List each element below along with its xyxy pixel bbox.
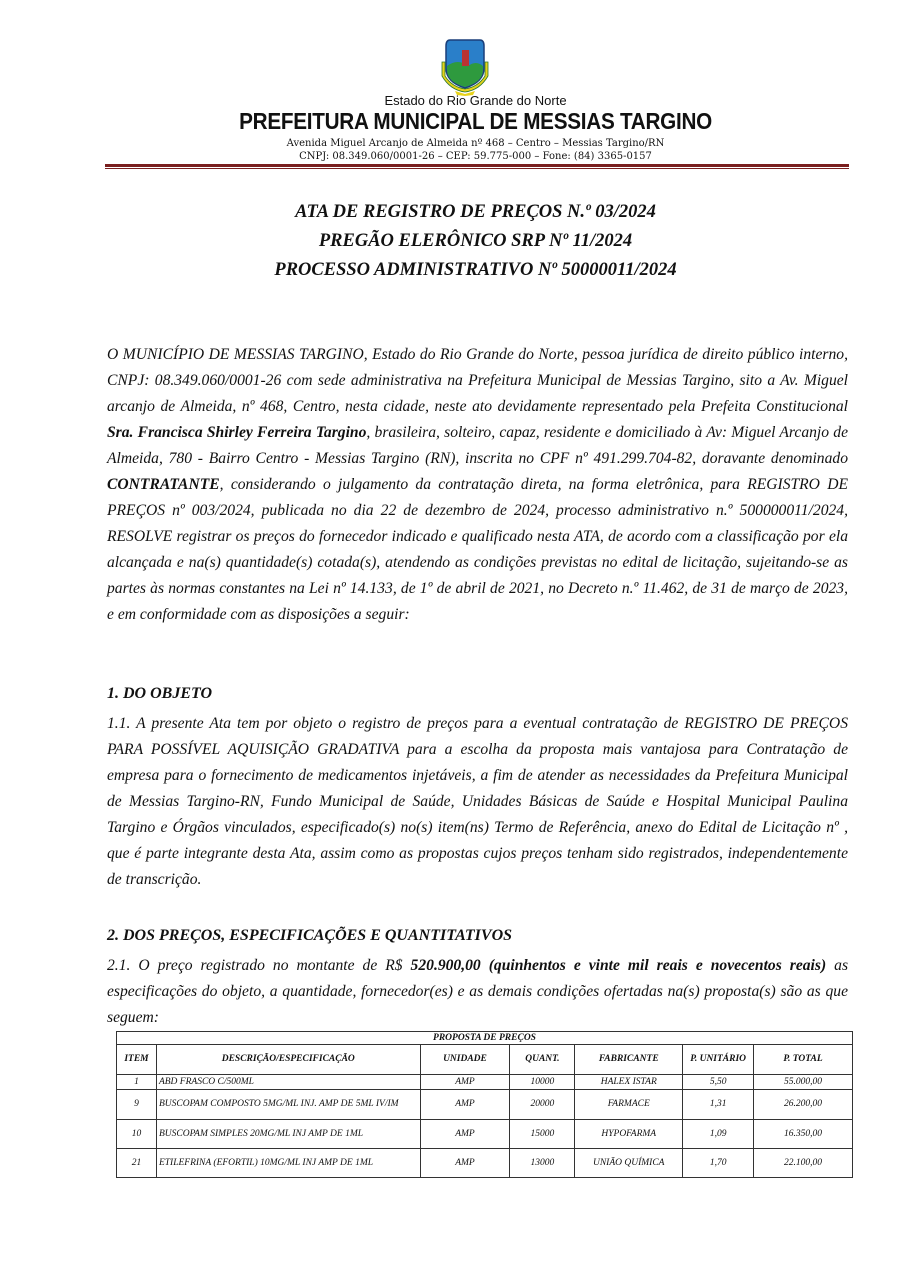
- address: Avenida Miguel Arcanjo de Almeida nº 468 – Centro – Messias Targino/RN: [286, 138, 665, 149]
- cell-unit: AMP: [420, 1120, 510, 1149]
- column-header: UNIDADE: [420, 1045, 510, 1075]
- cell-unit: AMP: [420, 1149, 510, 1178]
- ata-title: ATA DE REGISTRO DE PREÇOS N.º 03/2024: [295, 202, 656, 222]
- cell-item: 10: [117, 1120, 157, 1149]
- price-proposal-table: [116, 1031, 853, 1178]
- table-row: [117, 1149, 853, 1178]
- cell-total-price: 26.200,00: [754, 1090, 853, 1120]
- cell-manufacturer: HYPOFARMA: [575, 1120, 683, 1149]
- cell-item: 9: [117, 1090, 157, 1120]
- table-title: PROPOSTA DE PREÇOS: [117, 1032, 853, 1045]
- cell-manufacturer: HALEX ISTAR: [575, 1075, 683, 1090]
- cell-unit: AMP: [420, 1090, 510, 1120]
- section-1-text: 1.1. A presente Ata tem por objeto o registro de preços para a eventual contratação de REGISTRO DE PREÇOS PARA POSSÍVEL AQUISIÇÃO GRADATIVA para a escolha da proposta mais vantajosa para Contratação de empresa para o fornecimento de medicamentos injetáveis, a fim de atender as necessidades da Prefeitura Municipal de Messias Targino-RN, Fundo Municipal de Saúde, Unidades Básicas de Saúde e Hospital Municipal Paulina Targino e Órgãos vinculados, especificado(s) no(s) item(ns) Termo de Referência, anexo do Edital de Licitação nº , que é parte integrante desta Ata, assim como as propostas cujos preços tenham sido registrados, independentemente de transcrição.: [107, 715, 848, 888]
- section-2-text: [107, 953, 848, 1031]
- registered-amount: 520.900,00 (quinhentos e vinte mil reais e novecentos reais): [410, 957, 827, 974]
- prefeitura-name: PREFEITURA MUNICIPAL DE MESSIAS TARGINO: [239, 108, 712, 134]
- cell-description: BUSCOPAM SIMPLES 20MG/ML INJ AMP DE 1ML: [156, 1120, 420, 1149]
- contact-info: CNPJ: 08.349.060/0001-26 – CEP: 59.775-000 – Fone: (84) 3365-0157: [299, 151, 652, 162]
- cell-item: 21: [117, 1149, 157, 1178]
- section-1-heading: 1. DO OBJETO: [107, 685, 213, 702]
- cell-quantity: 20000: [510, 1090, 575, 1120]
- cell-manufacturer: UNIÃO QUÍMICA: [575, 1149, 683, 1178]
- intro-paragraph: [107, 342, 848, 628]
- column-header: ITEM: [117, 1045, 157, 1075]
- section-2-text-part: as especificações do objeto, a quantidade, fornecedor(es) e as demais condições ofertadas na(s) proposta(s) são as que seguem:: [107, 957, 849, 1026]
- cell-description: ABD FRASCO C/500ML: [156, 1075, 420, 1090]
- table-row: [117, 1075, 853, 1090]
- section-2-text-part: 2.1. O preço registrado no montante de R$: [107, 957, 411, 974]
- column-header: FABRICANTE: [575, 1045, 683, 1075]
- cell-total-price: 16.350,00: [754, 1120, 853, 1149]
- cell-item: 1: [117, 1075, 157, 1090]
- section-2-heading: 2. DOS PREÇOS, ESPECIFICAÇÕES E QUANTITATIVOS: [107, 927, 513, 944]
- document-titles: [0, 198, 900, 285]
- table-header-row: [117, 1045, 853, 1075]
- contratante-label: CONTRATANTE: [107, 476, 220, 493]
- cell-quantity: 13000: [510, 1149, 575, 1178]
- cell-quantity: 10000: [510, 1075, 575, 1090]
- representative-name: Sra. Francisca Shirley Ferreira Targino: [107, 424, 367, 441]
- cell-unit-price: 1,70: [683, 1149, 754, 1178]
- cell-total-price: 22.100,00: [754, 1149, 853, 1178]
- cell-total-price: 55.000,00: [754, 1075, 853, 1090]
- table-row: [117, 1090, 853, 1120]
- cell-unit: AMP: [420, 1075, 510, 1090]
- table-row: [117, 1120, 853, 1149]
- pregao-title: PREGÃO ELERÔNICO SRP Nº 11/2024: [318, 231, 633, 251]
- header-divider: [105, 164, 849, 167]
- column-header: QUANT.: [510, 1045, 575, 1075]
- column-header: P. UNITÁRIO: [683, 1045, 754, 1075]
- cell-unit-price: 1,31: [683, 1090, 754, 1120]
- cell-unit-price: 5,50: [683, 1075, 754, 1090]
- intro-text: , brasileira, solteiro, capaz, residente e domiciliado à Av: Miguel Arcanjo de Almeida, 780 - Bairro Centro - Messias Targino (RN), inscrita no CPF nº 491.299.704-82, doravante denominado: [107, 424, 848, 467]
- intro-text: O MUNICÍPIO DE MESSIAS TARGINO, Estado do Rio Grande do Norte, pessoa jurídica de direito público interno, CNPJ: 08.349.060/0001-26 com sede administrativa na Prefeitura Municipal de Messias Targino, sito a Av. Miguel arcanjo de Almeida, nº 468, Centro, nesta cidade, neste ato devidamente representado pela Prefeita Constitucional: [107, 346, 848, 415]
- cell-description: BUSCOPAM COMPOSTO 5MG/ML INJ. AMP DE 5ML IV/IM: [156, 1090, 420, 1120]
- column-header: P. TOTAL: [754, 1045, 853, 1075]
- cell-description: ETILEFRINA (EFORTIL) 10MG/ML INJ AMP DE 1ML: [156, 1149, 420, 1178]
- cell-manufacturer: FARMACE: [575, 1090, 683, 1120]
- state-name: Estado do Rio Grande do Norte: [384, 93, 567, 108]
- municipal-coat-of-arms-logo: [440, 36, 490, 96]
- processo-title: PROCESSO ADMINISTRATIVO Nº 50000011/2024: [274, 260, 677, 280]
- header-divider-thin: [105, 168, 849, 169]
- column-header: DESCRIÇÃO/ESPECIFICAÇÃO: [156, 1045, 420, 1075]
- cell-quantity: 15000: [510, 1120, 575, 1149]
- intro-text: , considerando o julgamento da contratação direta, na forma eletrônica, para REGISTRO DE PREÇOS nº 003/2024, publicada no dia 22 de dezembro de 2024, processo administrativo n.º 500000011/2024, RESOLVE registrar os preços do fornecedor indicado e qualificado nesta ATA, de acordo com a classificação por ela alcançada e na(s) quantidade(s) cotada(s), atendendo as condições previstas no edital de licitação, sujeitando-se as partes às normas constantes na Lei nº 14.133, de 1º de abril de 2021, no Decreto n.º 11.462, de 31 de março de 2023, e em conformidade com as disposições a seguir:: [107, 476, 848, 623]
- cell-unit-price: 1,09: [683, 1120, 754, 1149]
